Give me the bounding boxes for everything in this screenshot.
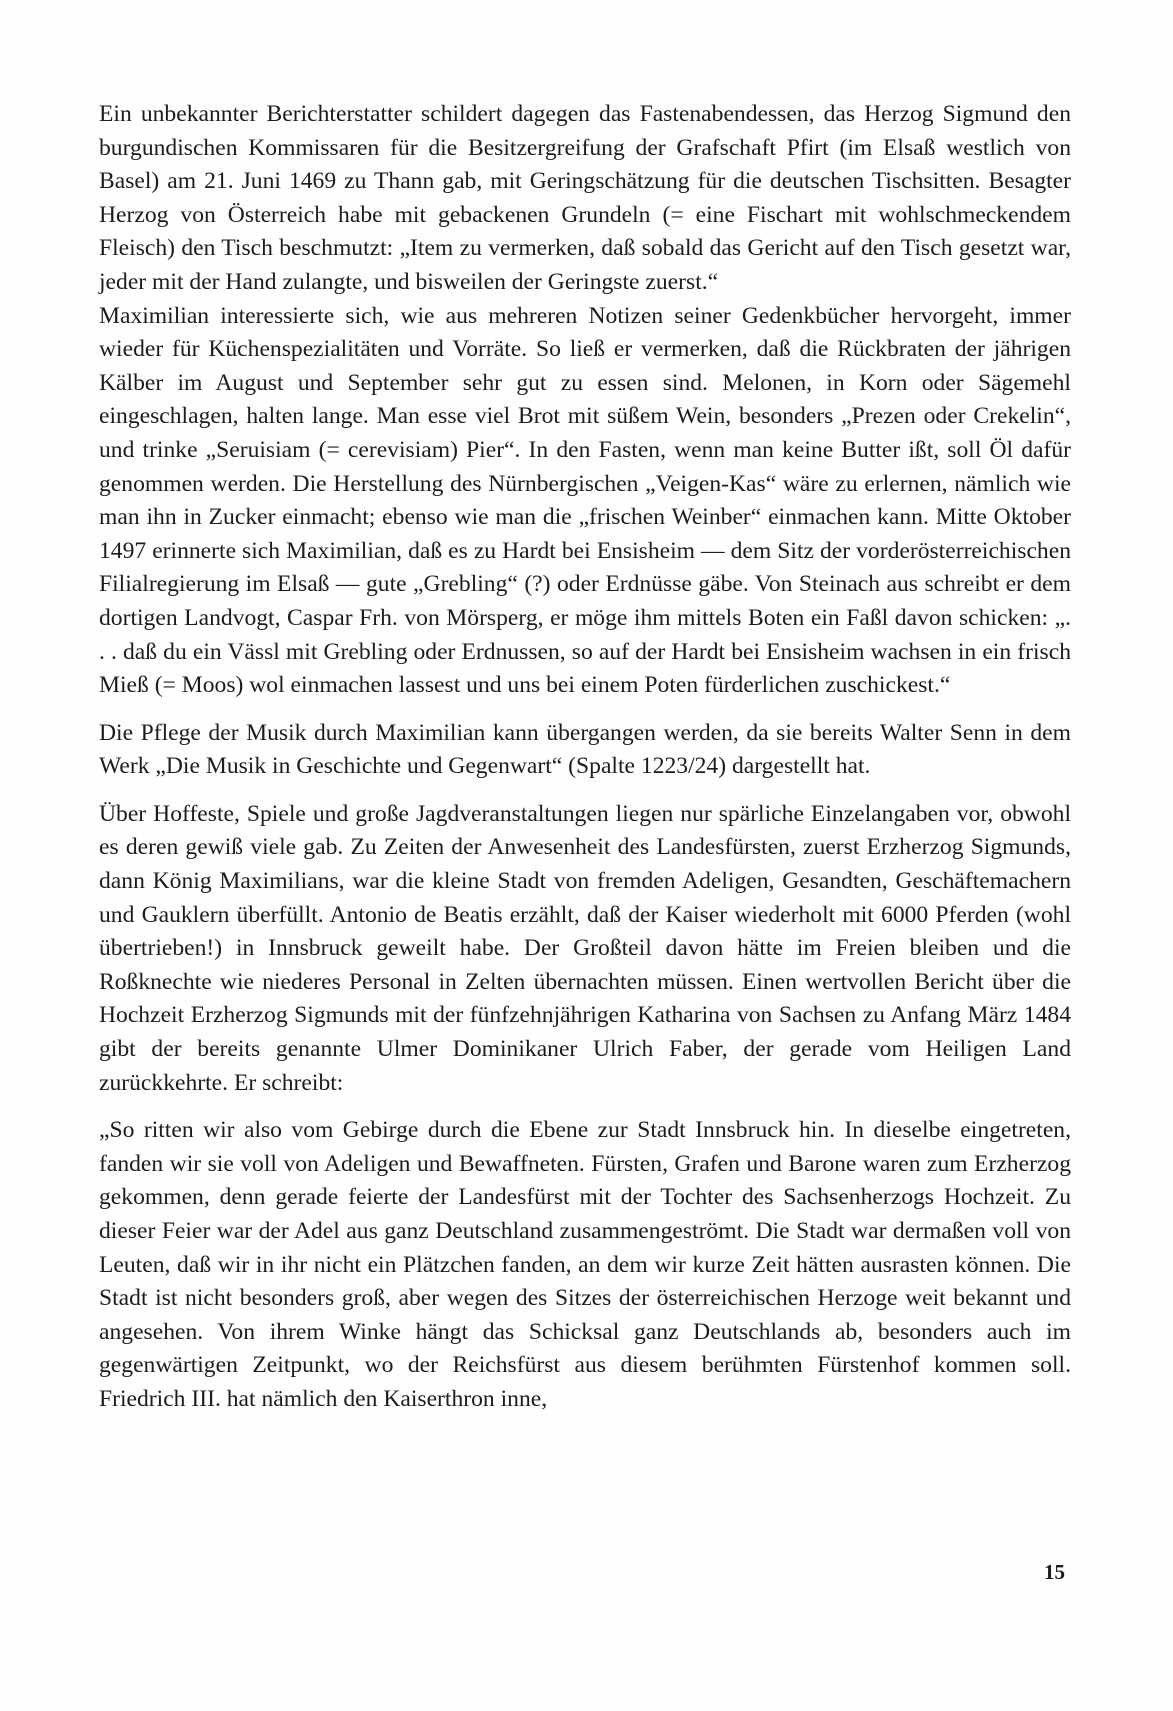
- paragraph-zitat-faber: „So ritten wir also vom Gebirge durch die Ebene zur Stadt Innsbruck hin. In dieselbe eingetreten, fanden wir sie voll von Adeligen und Bewaffneten. Fürsten, Grafen und Barone waren zum Erzherzog gekommen, denn gerade feierte der Landesfürst mit der Tochter des Sachsenherzogs Hochzeit. Zu dieser Feier war der Adel aus ganz Deutschland zusammengeströmt. Die Stadt war dermaßen voll von Leuten, daß wir in ihr nicht ein Plätzchen fanden, an dem wir kurze Zeit hätten ausrasten können. Die Stadt ist nicht besonders groß, aber wegen des Sitzes der österreichischen Herzoge weit bekannt und angesehen. Von ihrem Winke hängt das Schicksal ganz Deutschlands ab, besonders auch im gegenwärtigen Zeitpunkt, wo der Reichsfürst aus diesem berühmten Fürstenhof kommen soll. Friedrich III. hat nämlich den Kaiserthron inne,: [99, 1117, 1071, 1412]
- paragraph-kuechenspezialitaeten: Maximilian interessierte sich, wie aus mehreren Notizen seiner Gedenkbücher hervorgeht, immer wieder für Küchenspezialitäten und Vorräte. So ließ er vermerken, daß die Rückbraten der jährigen Kälber im August und September sehr gut zu essen sind. Melonen, in Korn oder Sägemehl eingeschlagen, halten lange. Man esse viel Brot mit süßem Wein, besonders „Prezen oder Crekelin“, und trinke „Seruisiam (= cerevisiam) Pier“. In den Fasten, wenn man keine Butter ißt, soll Öl dafür genommen werden. Die Herstellung des Nürnbergischen „Veigen-Kas“ wäre zu erlernen, nämlich wie man ihn in Zucker einmacht; ebenso wie man die „frischen Weinber“ einmachen kann. Mitte Oktober 1497 erinnerte sich Maximilian, daß es zu Hardt bei Ensisheim — dem Sitz der vorderösterreichischen Filialregierung im Elsaß — gute „Grebling“ (?) oder Erdnüsse gäbe. Von Steinach aus schreibt er dem dortigen Landvogt, Caspar Frh. von Mörsperg, er möge ihm mittels Boten ein Faßl davon schicken: „. . . daß du ein Vässl mit Grebling oder Erdnussen, so auf der Hardt bei Ensisheim wachsen in ein frisch Mieß (= Moos) wol einmachen lassest und uns bei einem Poten fürderlichen zuschickest.“: [99, 302, 1071, 699]
- paragraph-fastenabendessen: Ein unbekannter Berichterstatter schildert dagegen das Fastenabendessen, das Herzog Sigmund den burgundischen Kommissaren für die Besitzergreifung der Grafschaft Pfirt (im Elsaß westlich von Basel) am 21. Juni 1469 zu Thann gab, mit Geringschätzung für die deutschen Tischsitten. Besagter Herzog von Österreich habe mit gebackenen Grundeln (= eine Fischart mit wohlschmeckendem Fleisch) den Tisch beschmutzt: „Item zu vermerken, daß sobald das Gericht auf den Tisch gesetzt war, jeder mit der Hand zulangte, und bisweilen der Geringste zuerst.“: [99, 101, 1071, 295]
- paragraph-hoffeste: Über Hoffeste, Spiele und große Jagdveranstaltungen liegen nur spärliche Einzelangaben vor, obwohl es deren gewiß viele gab. Zu Zeiten der Anwesenheit des Landesfürsten, zuerst Erzherzog Sigmunds, dann König Maximilians, war die kleine Stadt von fremden Adeligen, Gesandten, Geschäftemachern und Gauklern überfüllt. Antonio de Beatis erzählt, daß der Kaiser wiederholt mit 6000 Pferden (wohl übertrieben!) in Innsbruck geweilt habe. Der Großteil davon hätte im Freien bleiben und die Roßknechte wie niederes Personal in Zelten übernachten müssen. Einen wertvollen Bericht über die Hochzeit Erzherzog Sigmunds mit der fünfzehnjährigen Katharina von Sachsen zu Anfang März 1484 gibt der bereits genannte Ulmer Dominikaner Ulrich Faber, der gerade vom Heiligen Land zurückkehrte. Er schreibt:: [99, 800, 1071, 1096]
- paragraph-musik: Die Pflege der Musik durch Maximilian kann übergangen werden, da sie bereits Walter Senn in dem Werk „Die Musik in Geschichte und Gegenwart“ (Spalte 1223/24) dargestellt hat.: [99, 719, 1071, 780]
- page-number: 15: [1044, 1560, 1065, 1584]
- body-text: [99, 98, 1071, 1417]
